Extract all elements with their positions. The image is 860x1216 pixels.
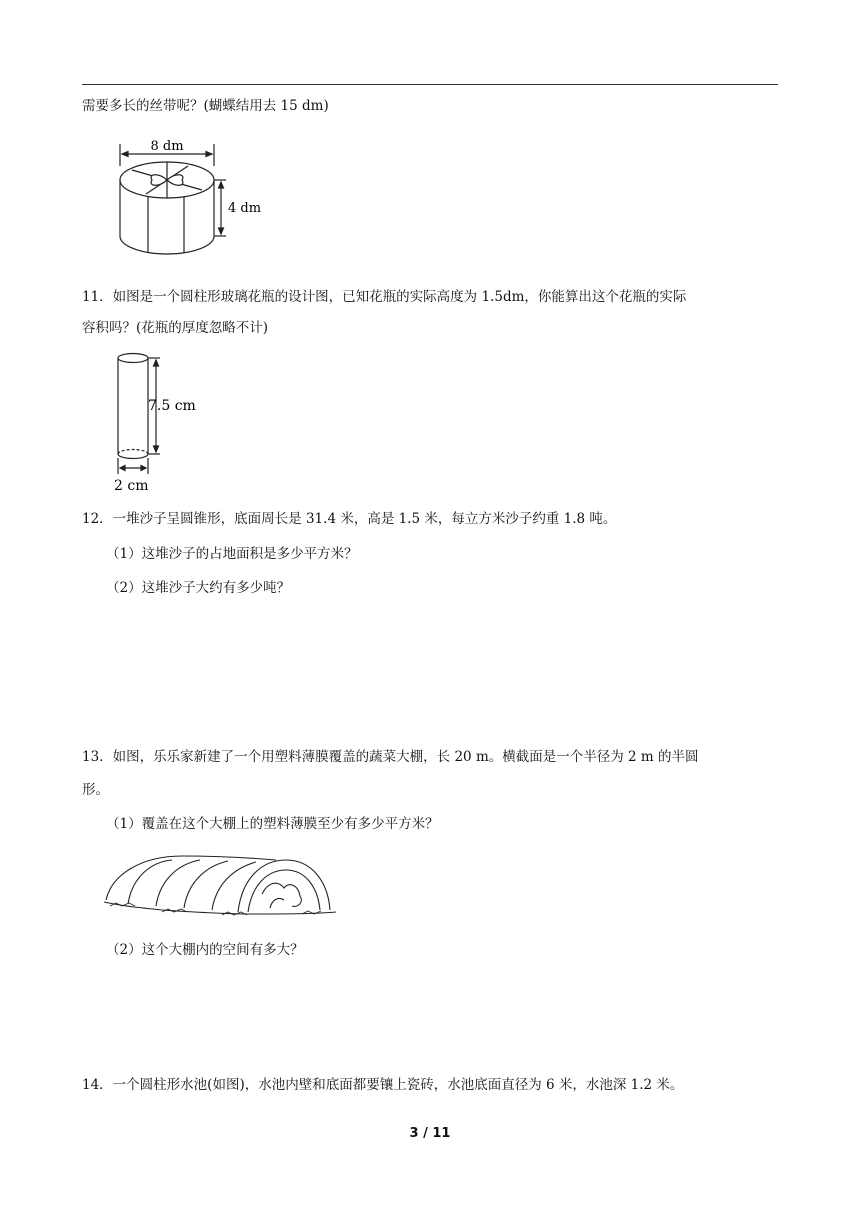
q10-continuation: 需要多长的丝带呢？(蝴蝶结用去 15 dm) — [82, 98, 329, 114]
ribbon-height-label: 4 dm — [228, 201, 262, 216]
page-number: 3 / 11 — [409, 1126, 451, 1141]
q11-line1: 11．如图是一个圆柱形玻璃花瓶的设计图，已知花瓶的实际高度为 1.5dm，你能算出这个花瓶的实际 — [82, 289, 687, 305]
q13-part1: （1）覆盖在这个大棚上的塑料薄膜至少有多少平方米？ — [106, 816, 439, 832]
q12-stem: 12．一堆沙子呈圆锥形，底面周长是 31.4 米，高是 1.5 米，每立方米沙子约重 1.8 吨。 — [82, 511, 617, 527]
vase-height-label: 7.5 cm — [148, 398, 196, 414]
greenhouse-figure — [102, 848, 338, 920]
q11-line2: 容积吗？(花瓶的厚度忽略不计) — [82, 320, 269, 336]
ribbon-cylinder-figure — [100, 136, 270, 260]
q13-line2: 形。 — [82, 782, 109, 798]
q13-line1: 13．如图，乐乐家新建了一个用塑料薄膜覆盖的蔬菜大棚，长 20 m。横截面是一个半径为 2 m 的半圆 — [82, 749, 699, 765]
q13-part2: （2）这个大棚内的空间有多大？ — [106, 942, 304, 958]
ribbon-diameter-label: 8 dm — [150, 139, 184, 154]
vase-diameter-label: 2 cm — [114, 478, 149, 494]
q12-part1: （1）这堆沙子的占地面积是多少平方米？ — [106, 546, 358, 562]
q12-part2: （2）这堆沙子大约有多少吨？ — [106, 580, 291, 596]
header-rule — [82, 84, 778, 85]
q14-stem: 14．一个圆柱形水池(如图)，水池内壁和底面都要镶上瓷砖，水池底面直径为 6 米，水池深 1.2 米。 — [82, 1077, 684, 1093]
vase-cylinder-figure — [108, 348, 208, 494]
